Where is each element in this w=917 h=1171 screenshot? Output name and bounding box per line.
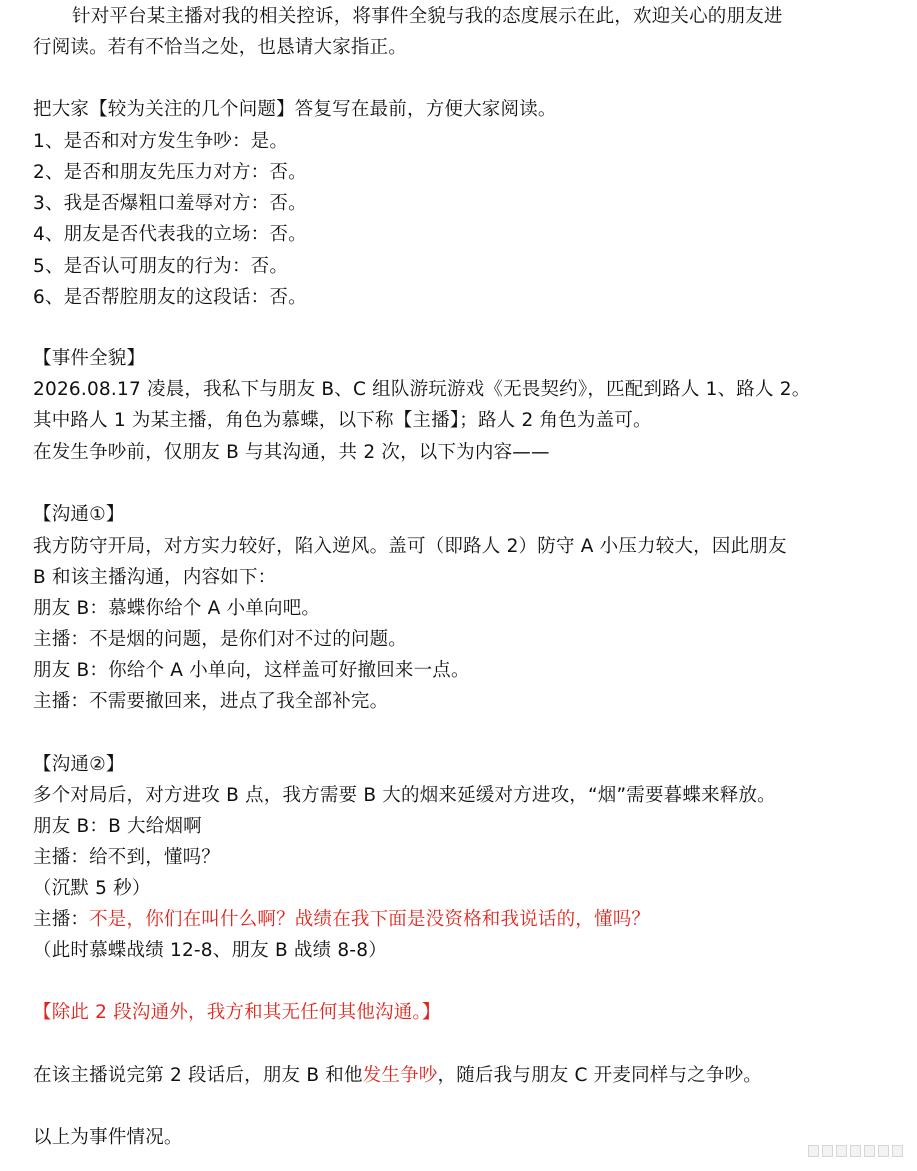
intro-line-1: 针对平台某主播对我的相关控诉，将事件全貌与我的态度展示在此，欢迎关心的朋友进 [72, 6, 783, 27]
comm2-line: （沉默 5 秒） [33, 878, 151, 899]
event-line: 其中路人 1 为某主播，角色为慕蝶，以下称【主播】；路人 2 角色为盖可。 [33, 410, 652, 431]
aftermath-after: ，随后我与朋友 C 开麦同样与之争吵。 [437, 1065, 762, 1086]
faq-item: 6、是否帮腔朋友的这段话：否。 [33, 287, 307, 308]
watermark-bar [892, 1145, 903, 1157]
event-heading: 【事件全貌】 [33, 348, 146, 369]
comm2-stats: （此时慕蝶战绩 12-8、朋友 B 战绩 8-8） [33, 940, 387, 961]
comm1-line: 主播：不需要撤回来，进点了我全部补完。 [33, 691, 389, 712]
comm1-heading: 【沟通①】 [33, 504, 125, 525]
comm1-line: 我方防守开局，对方实力较好，陷入逆风。盖可（即路人 2）防守 A 小压力较大，因此朋友 [33, 536, 787, 557]
comm2-line: 多个对局后，对方进攻 B 点，我方需要 B 大的烟来延缓对方进攻，“烟”需要暮蝶来释放。 [33, 785, 776, 806]
quote-speaker: 主播： [33, 909, 90, 930]
faq-item: 5、是否认可朋友的行为：否。 [33, 256, 289, 277]
comm1-line: B 和该主播沟通，内容如下： [33, 567, 277, 588]
watermark-bar [878, 1145, 889, 1157]
faq-item: 4、朋友是否代表我的立场：否。 [33, 224, 307, 245]
aftermath-line [33, 1063, 762, 1089]
watermark-icon [808, 1145, 903, 1157]
event-line: 2026.08.17 凌晨，我私下与朋友 B、C 组队游玩游戏《无畏契约》，匹配到路人 1、路人 2。 [33, 379, 811, 400]
faq-heading: 把大家【较为关注的几个问题】答复写在最前，方便大家阅读。 [33, 99, 557, 120]
comm2-line: 主播：给不到，懂吗？ [33, 847, 221, 868]
comm2-line: 朋友 B：B 大给烟啊 [33, 816, 202, 837]
event-line: 在发生争吵前，仅朋友 B 与其沟通，共 2 次，以下为内容—— [33, 442, 550, 463]
comm1-line: 朋友 B：慕蝶你给个 A 小单向吧。 [33, 598, 321, 619]
watermark-bar [822, 1145, 833, 1157]
comm1-line: 主播：不是烟的问题，是你们对不过的问题。 [33, 629, 408, 650]
closing-line: 以上为事件情况。 [33, 1127, 183, 1148]
watermark-bar [864, 1145, 875, 1157]
aftermath-highlight: 发生争吵 [362, 1065, 438, 1086]
comm1-line: 朋友 B：你给个 A 小单向，这样盖可好撤回来一点。 [33, 660, 470, 681]
note-highlight: 【除此 2 段沟通外，我方和其无任何其他沟通。】 [33, 1002, 441, 1023]
watermark-bar [808, 1145, 819, 1157]
comm2-quote-line [33, 907, 650, 933]
intro-line-2: 行阅读。若有不恰当之处，也恳请大家指正。 [33, 37, 408, 58]
faq-item: 3、我是否爆粗口羞辱对方：否。 [33, 193, 307, 214]
watermark-bar [850, 1145, 861, 1157]
quote-highlight: 不是，你们在叫什么啊？战绩在我下面是没资格和我说话的，懂吗？ [89, 909, 651, 930]
faq-item: 1、是否和对方发生争吵：是。 [33, 131, 289, 152]
watermark-bar [836, 1145, 847, 1157]
aftermath-before: 在该主播说完第 2 段话后，朋友 B 和他 [33, 1065, 363, 1086]
comm2-heading: 【沟通②】 [33, 754, 125, 775]
faq-item: 2、是否和朋友先压力对方：否。 [33, 162, 307, 183]
